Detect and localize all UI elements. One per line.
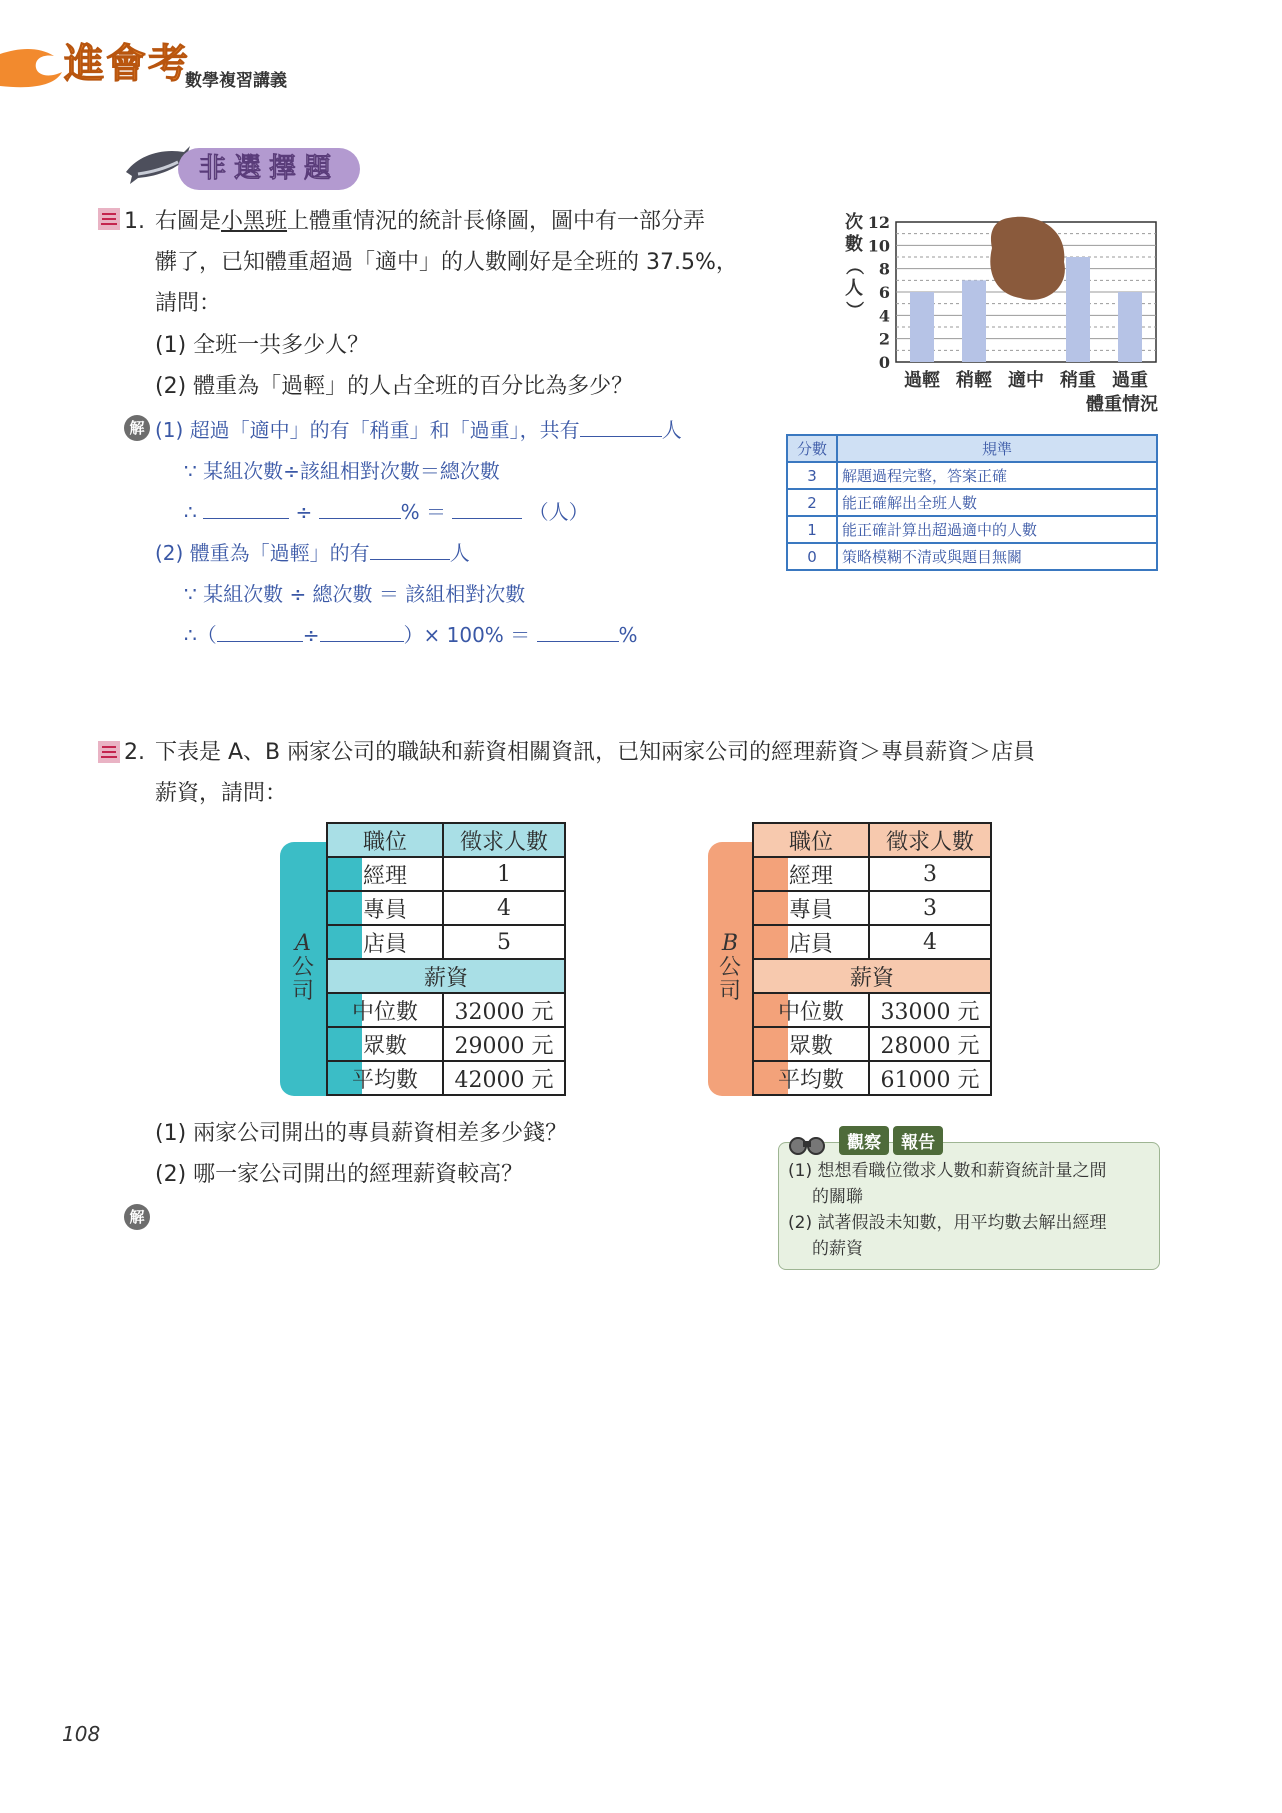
stat-name-cell: 眾數 — [753, 1027, 869, 1061]
position-cell: 專員 — [753, 891, 869, 925]
q1-line2: 髒了，已知體重超過「適中」的人數剛好是全班的 37.5%， — [155, 250, 738, 275]
x-axis-label: 體重情況 — [1086, 394, 1158, 415]
smudge-icon — [990, 217, 1065, 300]
table-header-row — [327, 823, 565, 857]
company-b-letter: B — [721, 931, 739, 956]
y-label-char: ） — [843, 301, 864, 319]
y-tick-label: 12 — [867, 213, 890, 232]
stat-name-cell: 中位數 — [327, 993, 443, 1027]
table-row — [753, 1027, 991, 1061]
y-tick-label: 10 — [867, 236, 890, 256]
bar — [962, 280, 986, 362]
rubric-header — [787, 435, 1157, 462]
y-tick-label: 2 — [878, 329, 890, 349]
stat-value-cell: 42000 元 — [443, 1061, 565, 1095]
openings-cell: 4 — [443, 891, 565, 925]
position-cell: 經理 — [327, 857, 443, 891]
q1-sub2: (2) 體重為「過輕」的人占全班的百分比為多少？ — [155, 374, 634, 399]
position-cell: 店員 — [327, 925, 443, 959]
table-row — [327, 1061, 565, 1095]
salary-header: 薪資 — [753, 959, 991, 993]
solution-marker: 解 — [124, 1204, 150, 1230]
table-row — [327, 1027, 565, 1061]
stat-value-cell: 29000 元 — [443, 1027, 565, 1061]
y-label-char: 數 — [845, 234, 863, 255]
chart-bars — [910, 217, 1142, 362]
rubric-row — [787, 516, 1157, 543]
x-tick-label: 適中 — [1008, 370, 1044, 391]
sol1-line-a: (1) 超過「適中」的有「稍重」和「過重」，共有 人 — [155, 418, 682, 442]
company-b-label: 公司 — [718, 955, 741, 1004]
header-position: 職位 — [753, 823, 869, 857]
rubric-score: 1 — [787, 516, 837, 543]
position-cell: 專員 — [327, 891, 443, 925]
table-header-row — [753, 823, 991, 857]
class-name: 小黑班 — [221, 209, 288, 234]
rubric-criteria: 能正確解出全班人數 — [837, 489, 1157, 516]
q2-sub1: (1) 兩家公司開出的專員薪資相差多少錢？ — [155, 1121, 568, 1146]
table-row — [327, 891, 565, 925]
q2-line1: 下表是 A、B 兩家公司的職缺和薪資相關資訊，已知兩家公司的經理薪資＞專員薪資＞店員 — [155, 740, 1036, 765]
section-title: 非選擇題 — [178, 148, 360, 190]
openings-cell: 1 — [443, 857, 565, 891]
solution-marker: 解 — [124, 415, 150, 441]
y-axis-label — [843, 211, 864, 319]
sol1-line-b: ∵ 某組次數÷該組相對次數＝總次數 — [184, 459, 500, 483]
openings-cell: 4 — [869, 925, 991, 959]
observation-line2b: 的薪資 — [812, 1239, 863, 1259]
x-tick-label: 過重 — [1112, 370, 1148, 391]
rubric-header-criteria: 規準 — [837, 435, 1157, 462]
x-tick-label: 稍輕 — [956, 370, 992, 391]
y-tick-labels — [868, 213, 890, 372]
weight-bar-chart — [836, 210, 1166, 420]
scoring-rubric — [786, 434, 1158, 571]
q1-sub1: (1) 全班一共多少人？ — [155, 333, 370, 358]
y-tick-label: 0 — [878, 353, 890, 372]
position-cell: 經理 — [753, 857, 869, 891]
rubric-criteria: 策略模糊不清或與題目無關 — [837, 543, 1157, 570]
company-a-table — [326, 822, 566, 1096]
bar — [910, 292, 934, 362]
y-label-char: 人 — [845, 278, 863, 299]
binoculars-icon — [786, 1132, 830, 1156]
sol2-line-b: ∵ 某組次數 ÷ 總次數 ＝ 該組相對次數 — [184, 582, 526, 606]
rubric-row — [787, 543, 1157, 570]
page-number: 108 — [62, 1722, 101, 1746]
y-tick-label: 6 — [878, 283, 890, 302]
sol2-line-a: (2) 體重為「過輕」的有 人 — [155, 541, 470, 565]
observation-line2: (2) 試著假設未知數，用平均數去解出經理 — [788, 1213, 1107, 1233]
table-row — [327, 993, 565, 1027]
table-row — [753, 1061, 991, 1095]
y-tick-label: 8 — [878, 259, 890, 279]
stat-name-cell: 平均數 — [753, 1061, 869, 1095]
bar — [1066, 257, 1090, 362]
header-openings: 徵求人數 — [869, 823, 991, 857]
brand-logo: 進會考 — [64, 41, 190, 87]
header-subtitle: 數學複習講義 — [185, 71, 287, 91]
position-cell: 店員 — [753, 925, 869, 959]
rubric-row — [787, 462, 1157, 489]
q2-line2: 薪資，請問： — [155, 781, 288, 806]
x-tick-label: 過輕 — [904, 370, 940, 391]
stat-value-cell: 28000 元 — [869, 1027, 991, 1061]
question-difficulty-icon — [98, 208, 120, 230]
stat-value-cell: 61000 元 — [869, 1061, 991, 1095]
q1-line1: 右圖是小黑班上體重情況的統計長條圖，圖中有一部分弄 — [155, 209, 706, 234]
sol1-line-c: ∴ ÷ % ＝ （人） — [184, 500, 589, 524]
openings-cell: 3 — [869, 891, 991, 925]
company-a-letter: A — [295, 931, 311, 956]
observation-title — [786, 1126, 943, 1154]
rubric-score: 0 — [787, 543, 837, 570]
rubric-criteria: 能正確計算出超過適中的人數 — [837, 516, 1157, 543]
y-tick-label: 4 — [878, 306, 890, 326]
stat-name-cell: 平均數 — [327, 1061, 443, 1095]
x-tick-labels — [904, 369, 1148, 391]
salary-header: 薪資 — [327, 959, 565, 993]
q1-number: 1. — [124, 209, 145, 234]
table-row — [753, 857, 991, 891]
company-a-label: 公司 — [291, 955, 314, 1004]
rubric-score: 2 — [787, 489, 837, 516]
q1-line3: 請問： — [155, 291, 222, 316]
rubric-header-score: 分數 — [787, 435, 837, 462]
table-row — [327, 925, 565, 959]
observation-tag-2: 報告 — [893, 1126, 943, 1155]
x-tick-label: 稍重 — [1060, 370, 1096, 391]
observation-tag-1: 觀察 — [839, 1126, 889, 1155]
observation-line1: (1) 想想看職位徵求人數和薪資統計量之間 — [788, 1161, 1107, 1181]
observation-line1b: 的關聯 — [812, 1187, 863, 1207]
header-openings: 徵求人數 — [443, 823, 565, 857]
stat-value-cell: 32000 元 — [443, 993, 565, 1027]
table-row — [753, 891, 991, 925]
openings-cell: 3 — [869, 857, 991, 891]
company-b-table — [752, 822, 992, 1096]
table-row — [753, 925, 991, 959]
salary-header-row — [327, 959, 565, 993]
stat-value-cell: 33000 元 — [869, 993, 991, 1027]
table-row — [753, 993, 991, 1027]
rubric-score: 3 — [787, 462, 837, 489]
stat-name-cell: 中位數 — [753, 993, 869, 1027]
stat-name-cell: 眾數 — [327, 1027, 443, 1061]
openings-cell: 5 — [443, 925, 565, 959]
rubric-row — [787, 489, 1157, 516]
sol2-line-c: ∴（ ÷ ）× 100% ＝ % — [184, 623, 638, 647]
q2-sub2: (2) 哪一家公司開出的經理薪資較高？ — [155, 1162, 524, 1187]
rubric-criteria: 解題過程完整，答案正確 — [837, 462, 1157, 489]
salary-header-row — [753, 959, 991, 993]
table-row — [327, 857, 565, 891]
header-position: 職位 — [327, 823, 443, 857]
question-difficulty-icon — [98, 741, 120, 763]
y-label-char: 次 — [845, 212, 863, 233]
y-label-char: （ — [843, 257, 864, 275]
bar — [1118, 292, 1142, 362]
q2-number: 2. — [124, 740, 145, 765]
